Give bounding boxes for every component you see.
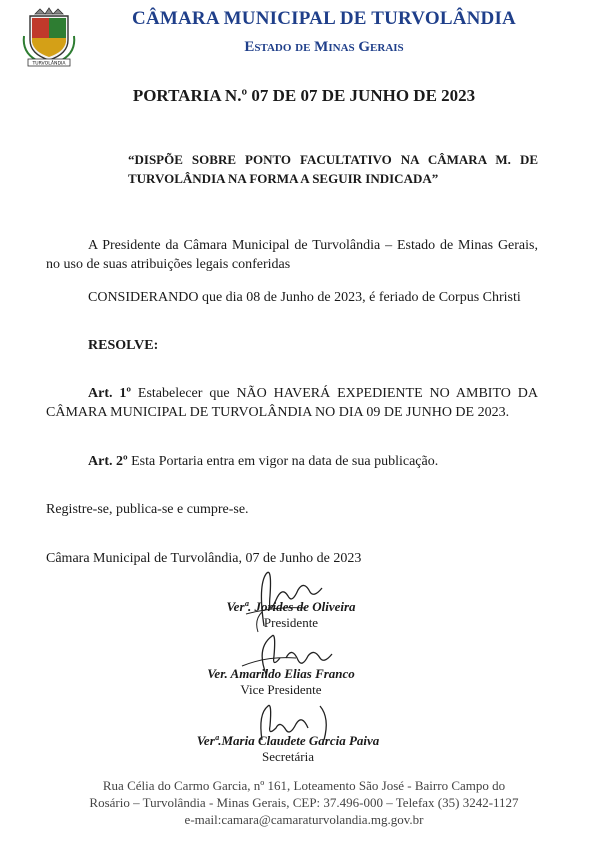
signatory-2-role: Vice Presidente xyxy=(240,682,322,697)
signatory-2-name: Ver. Amarildo Elias Franco xyxy=(207,666,355,681)
registre-line: Registre-se, publica-se e cumpre-se. xyxy=(46,502,249,517)
header-title: CÂMARA MUNICIPAL DE TURVOLÂNDIA xyxy=(132,8,516,29)
footer-email: e-mail:camara@camaraturvolandia.mg.gov.br xyxy=(184,812,424,827)
place-date-line: Câmara Municipal de Turvolândia, 07 de Junho de 2023 xyxy=(46,551,362,566)
signatory-3-name: Verª.Maria Claudete Garcia Paiva xyxy=(196,733,380,748)
article-1-text: Estabelecer que NÃO HAVERÁ EXPEDIENTE NO AMBITO DA CÂMARA MUNICIPAL DE TURVOLÂNDIA NO DIA 09 DE JUNHO DE 2023. xyxy=(46,386,538,420)
signatory-1-role: Presidente xyxy=(263,615,319,630)
portaria-title: PORTARIA N.º 07 DE 07 DE JUNHO DE 2023 xyxy=(132,86,476,105)
header-subtitle: Estado de Minas Gerais xyxy=(244,39,404,55)
intro-paragraph: A Presidente da Câmara Municipal de Turvolândia – Estado de Minas Gerais, no uso de suas atribuições legais conferidas xyxy=(46,238,538,272)
ementa: “DISPÕE SOBRE PONTO FACULTATIVO NA CÂMARA M. DE TURVOLÂNDIA NA FORMA A SEGUIR INDICADA” xyxy=(128,152,538,186)
footer-line-2: Rosário – Turvolândia - Minas Gerais, CEP: 37.496-000 – Telefax (35) 3242-1127 xyxy=(89,795,519,810)
resolve-heading: RESOLVE: xyxy=(88,338,159,353)
article-1-label: Art. 1º xyxy=(88,386,132,401)
signatory-3-role: Secretária xyxy=(262,749,314,764)
article-1 xyxy=(46,384,538,422)
article-2-label: Art. 2º xyxy=(88,454,128,469)
footer-line-1: Rua Célia do Carmo Garcia, nº 161, Loteamento São José - Bairro Campo do xyxy=(102,778,506,793)
signatory-1-name: Verª. Jorides de Oliveira xyxy=(226,599,356,614)
footer-address xyxy=(40,777,568,828)
considerando-paragraph: CONSIDERANDO que dia 08 de Junho de 2023, é feriado de Corpus Christi xyxy=(88,290,521,305)
svg-text:TURVOLÂNDIA: TURVOLÂNDIA xyxy=(32,61,66,67)
article-2-text: Esta Portaria entra em vigor na data de sua publicação. xyxy=(127,454,439,469)
article-2 xyxy=(88,452,438,471)
